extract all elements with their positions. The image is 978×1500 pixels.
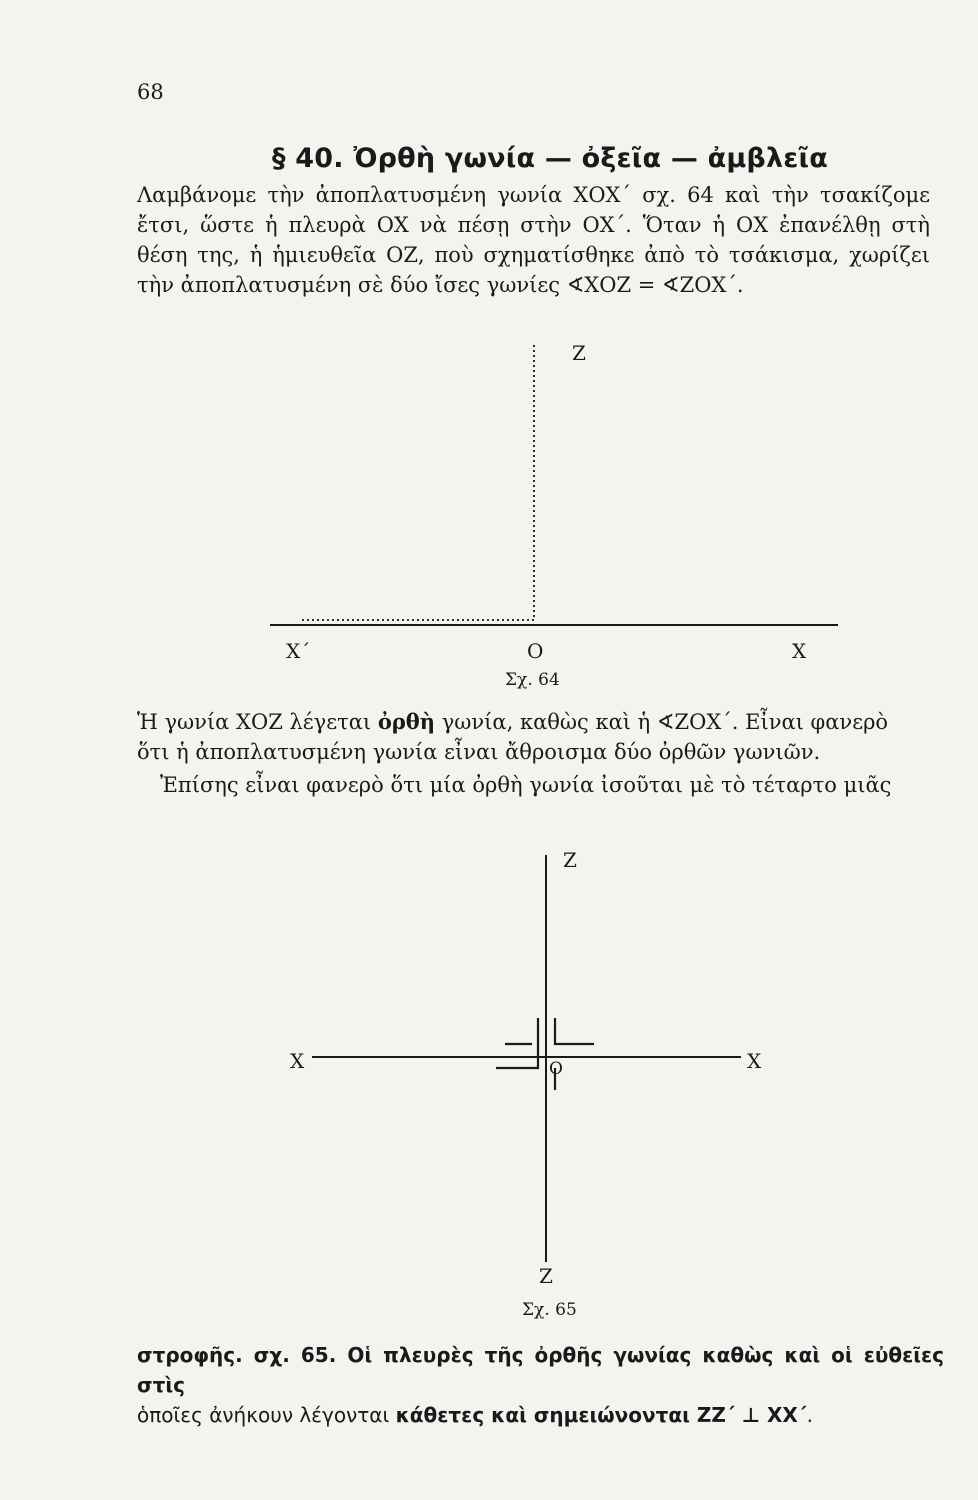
paragraph-line: τὴν ἀποπλατυσμένη σὲ δύο ἴσες γωνίες ∢ΧΟΖ = ∢ΖΟΧ΄. [137,273,744,297]
paragraph-line: ἔτσι, ὥστε ἡ πλευρὰ ΟΧ νὰ πέσῃ στὴν ΟΧ΄. Ὅταν ἡ ΟΧ ἐπανέλθῃ στὴ [137,213,930,237]
paragraph-line: Λαμβάνομε τὴν ἀποπλατυσμένη γωνία ΧΟΧ΄ σχ. 64 καὶ τὴν τσακίζομε [137,183,930,207]
paragraph-right-angle [137,707,930,767]
figure-caption-65: Σχ. 65 [522,1300,577,1320]
label-o: Ο [527,639,544,663]
label-o: Ο [549,1059,563,1079]
text-run: Ἡ γωνία ΧΟΖ λέγεται [137,710,378,734]
corner-mark-top-right [555,1018,594,1044]
figure-caption-64: Σχ. 64 [505,670,560,690]
figure-64 [270,341,838,690]
label-z-top: Ζ [563,848,577,872]
paragraph-line: στροφῆς. σχ. 65. Οἱ πλευρὲς τῆς ὀρθῆς γωνίας καθὼς καὶ οἱ εὐθεῖες στὶς [137,1343,944,1397]
label-x-prime: Χ΄ [286,639,311,663]
label-z: Ζ [572,341,586,365]
paragraph-perpendicular [137,1340,944,1430]
term-right-angle: ὀρθὴ [377,709,436,734]
page-number: 68 [137,80,164,104]
label-x-right: Χ [747,1049,762,1073]
label-x: Χ [792,639,807,663]
section-title: § 40. Ὀρθὴ γωνία — ὀξεῖα — ἀμβλεῖα [272,143,828,174]
label-x-left: Χ [290,1049,305,1073]
paragraph-line: Ἐπίσης εἶναι φανερὸ ὅτι μία ὀρθὴ γωνία ἰσοῦται μὲ τὸ τέταρτο μιᾶς [160,773,892,797]
paragraph-line [137,707,930,737]
text-run: . [806,1403,813,1427]
paragraph-line [137,1400,944,1430]
paragraph-line: ὅτι ἡ ἀποπλατυσμένη γωνία εἶναι ἄθροισμα δύο ὀρθῶν γωνιῶν. [137,740,821,764]
text-run: ὁποῖες ἀνήκουν λέγονται [137,1403,396,1427]
paragraph-quarter-turn [160,770,930,800]
term-perpendicular: κάθετες καὶ σημειώνονται ΖΖ΄ ⊥ ΧΧ΄ [395,1403,807,1427]
paragraph-line: θέση της, ἡ ἡμιευθεῖα ΟΖ, ποὺ σχηματίσθηκε ἀπὸ τὸ τσάκισμα, χωρίζει [137,243,930,267]
figure-65 [290,848,762,1320]
label-z-bottom: Ζ [539,1264,553,1288]
text-run: γωνία, καθὼς καὶ ἡ ∢ΖΟΧ΄. Εἶναι φανερὸ [435,710,889,734]
